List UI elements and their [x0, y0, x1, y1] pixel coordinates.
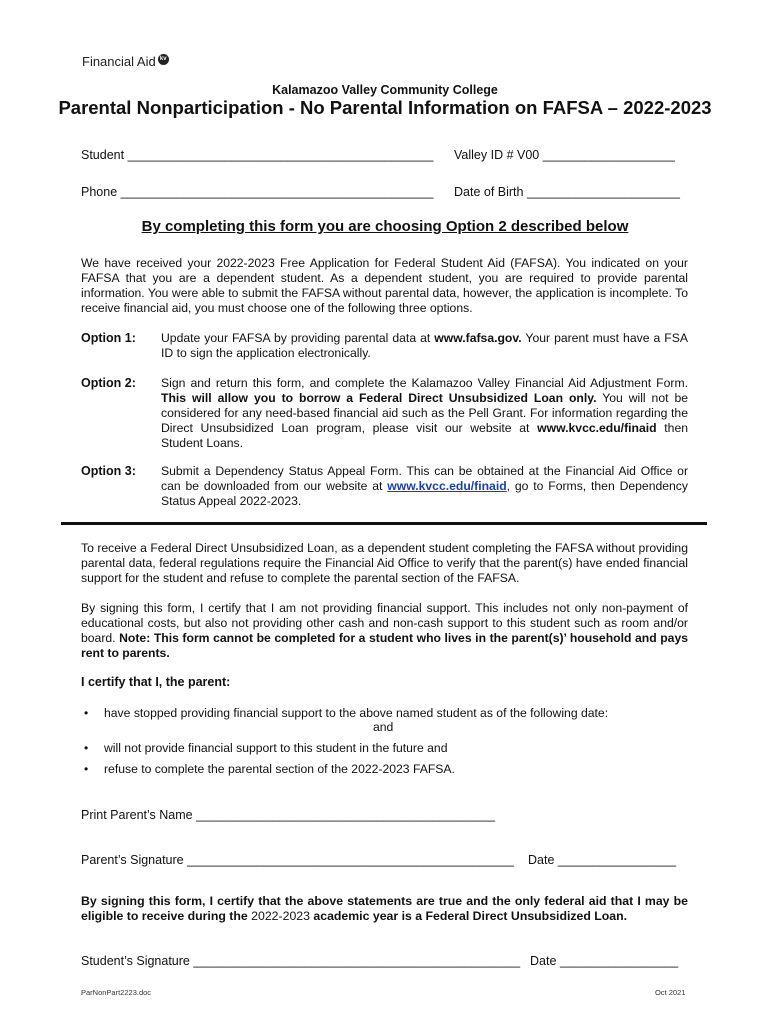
student-name-field[interactable]: Student ____________________________________________	[81, 148, 434, 162]
certify-item-3: refuse to complete the parental section of the 2022-2023 FAFSA.	[104, 762, 455, 776]
date-of-birth-field[interactable]: Date of Birth ______________________	[454, 185, 680, 199]
bullet-icon: •	[84, 762, 89, 776]
final-certification: By signing this form, I certify that the above statements are true and the only federal aid that I may be eligible to receive during the 2022-2023 academic year is a Federal Direct Unsubsidized Loan.	[81, 894, 688, 923]
college-name: Kalamazoo Valley Community College	[272, 83, 498, 97]
loan-verification-paragraph: To receive a Federal Direct Unsubsidized Loan, as a dependent student completing the FAFSA without providing parental data, federal regulations require the Financial Aid Office to verify that the parent(s) have ended financial support for the student and refuse to complete the parental section of the FAFSA.	[81, 541, 688, 585]
certify-item-1: have stopped providing financial support to the above named student as of the following date:	[104, 706, 609, 720]
certify-item-2: will not provide financial support to this student in the future and	[104, 741, 448, 755]
certify-heading: I certify that I, the parent:	[81, 675, 231, 689]
parent-print-name-field[interactable]: Print Parent’s Name ___________________________________________	[81, 808, 496, 822]
logo-text: Financial Aid	[82, 54, 156, 69]
option-1-text: Update your FAFSA by providing parental data at www.fafsa.gov. Your parent must have a FSA ID to sign the application electronically.	[161, 331, 688, 360]
intro-paragraph: We have received your 2022-2023 Free Application for Federal Student Aid (FAFSA). You indicated on your FAFSA that you are a dependent student. As a dependent student, you are required to provide parental information. You were able to submit the FAFSA without parental data, however, the application is incomplete. To receive financial aid, you must choose one of the following three options.	[81, 256, 688, 315]
student-signature-field[interactable]: Student’s Signature _______________________________________________	[81, 954, 521, 968]
financial-aid-logo	[82, 54, 169, 69]
kvcc-finaid-link[interactable]: www.kvcc.edu/finaid	[387, 479, 507, 493]
certification-paragraph: By signing this form, I certify that I am not providing financial support. This includes not only non-payment of educational costs, but also not providing other cash and non-cash support to this student such as room and/or board. Note: This form cannot be completed for a student who lives in the parent(s)’ household and pays rent to parents.	[81, 601, 688, 660]
option-2-label: Option 2:	[81, 376, 136, 390]
footer-date: Oct 2021	[655, 988, 686, 997]
kv-badge-icon: kv	[158, 54, 169, 65]
phone-field[interactable]: Phone _____________________________________________	[81, 185, 434, 199]
student-date-field[interactable]: Date _________________	[530, 954, 679, 968]
page-title: Parental Nonparticipation - No Parental Information on FAFSA – 2022-2023	[58, 97, 712, 118]
footer-filename: ParNonPart2223.doc	[81, 988, 152, 997]
parent-date-field[interactable]: Date _________________	[528, 853, 677, 867]
option-1-label: Option 1:	[81, 331, 136, 345]
option-banner: By completing this form you are choosing Option 2 described below	[141, 218, 629, 235]
valley-id-field[interactable]: Valley ID # V00 ___________________	[454, 148, 675, 162]
option-3-text: Submit a Dependency Status Appeal Form. This can be obtained at the Financial Aid Office or can be downloaded from our website at www.kvcc.edu/finaid, go to Forms, then Dependency Status Appeal 2022-2023.	[161, 464, 688, 508]
and-connector: and	[373, 720, 394, 734]
option-3-label: Option 3:	[81, 464, 136, 478]
option-2-text: Sign and return this form, and complete the Kalamazoo Valley Financial Aid Adjustment Form. This will allow you to borrow a Federal Direct Unsubsidized Loan only. You will not be considered for any need-based financial aid such as the Pell Grant. For information regarding the Direct Unsubsidized Loan program, please visit our website at www.kvcc.edu/finaid then Student Loans.	[161, 376, 688, 450]
parent-signature-field[interactable]: Parent’s Signature _______________________________________________	[81, 853, 514, 867]
bullet-icon: •	[84, 706, 89, 720]
bullet-icon: •	[84, 741, 89, 755]
section-divider	[61, 522, 707, 525]
